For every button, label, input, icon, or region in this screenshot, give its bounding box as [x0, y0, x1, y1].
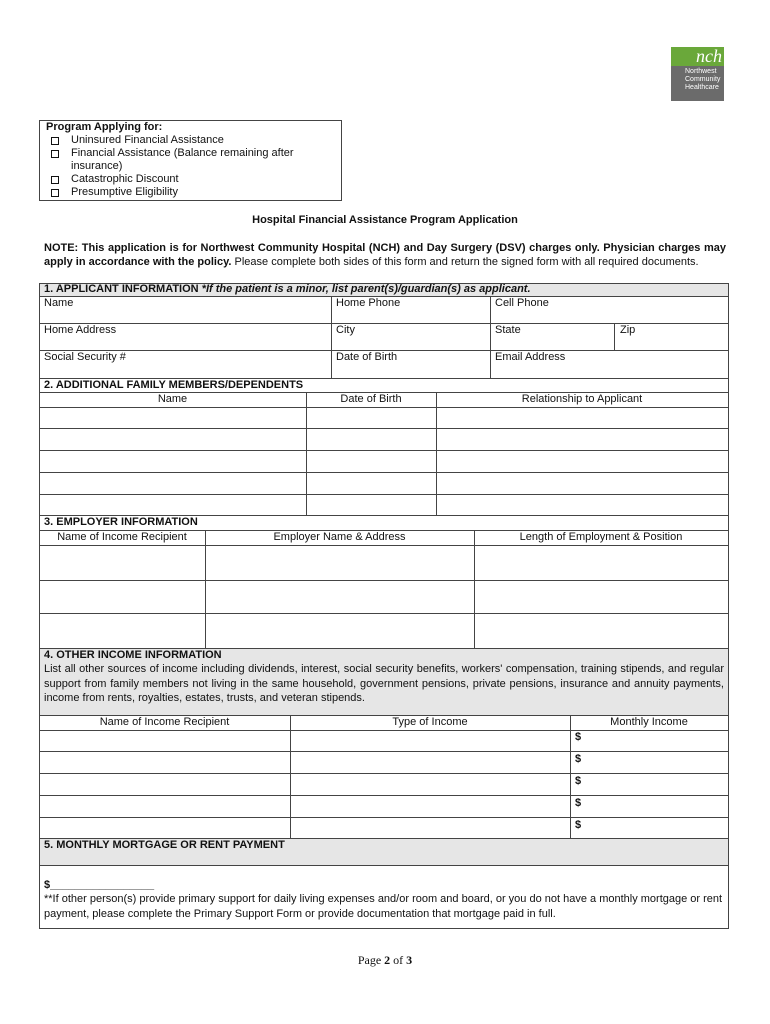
option-financial-assistance[interactable]: Financial Assistance (Balance remaining after: [46, 147, 335, 160]
monthly-income-field[interactable]: $: [575, 819, 582, 831]
mortgage-amount-field[interactable]: $_________________: [44, 879, 155, 891]
col-income-recipient: Name of Income Recipient: [57, 531, 187, 543]
checkbox-icon[interactable]: [51, 137, 59, 145]
program-box: Program Applying for: Uninsured Financial Assistance Financial Assistance (Balance remaining after insurance) Catastrophic Discount Presumptive Eligibility: [39, 120, 342, 201]
section5-note: **If other person(s) provide primary support for daily living expenses and/or room and board, or you do not have a monthly mortgage or rent payment, please complete the Primary Support Form or provide documentation that mortgage paid in full.: [44, 893, 723, 920]
col-name: Name: [157, 393, 188, 405]
form-title: Hospital Financial Assistance Program Application: [252, 214, 518, 226]
field-ssn[interactable]: Social Security #: [44, 351, 126, 363]
monthly-income-field[interactable]: $: [575, 753, 582, 765]
field-city[interactable]: City: [336, 324, 355, 336]
note: NOTE: This application is for Northwest Community Hospital (NCH) and Day Surgery (DSV) charges only. Physician charges may apply in accordance with the policy. Please complete both sides of this form and return the signed form with all required documents.: [44, 242, 726, 268]
col-employer: Employer Name & Address: [273, 531, 406, 543]
field-home-phone[interactable]: Home Phone: [336, 297, 401, 309]
checkbox-icon[interactable]: [51, 176, 59, 184]
section4-description: List all other sources of income including dividends, interest, social security benefits, workers' compensation, training stipends, and regular support from family members not living in the same household, government pensions, private pensions, insurance and annuity payments, income from rents, royalties, estates, trusts, and veteran stipends.: [44, 663, 724, 704]
field-name[interactable]: Name: [44, 297, 74, 309]
monthly-income-field[interactable]: $: [575, 775, 582, 787]
field-email[interactable]: Email Address: [495, 351, 566, 363]
checkbox-icon[interactable]: [51, 150, 59, 158]
col-relationship: Relationship to Applicant: [521, 393, 643, 405]
section3-title: 3. EMPLOYER INFORMATION: [44, 516, 198, 528]
monthly-income-field[interactable]: $: [575, 731, 582, 743]
page-number: Page 2 of 3: [357, 953, 413, 967]
nch-logo: nch Northwest Community Healthcare: [671, 47, 724, 101]
col-dob: Date of Birth: [340, 393, 402, 405]
monthly-income-field[interactable]: $: [575, 797, 582, 809]
option-uninsured[interactable]: Uninsured Financial Assistance: [46, 134, 335, 147]
field-zip[interactable]: Zip: [620, 324, 636, 336]
col-length: Length of Employment & Position: [519, 531, 683, 543]
field-dob[interactable]: Date of Birth: [336, 351, 398, 363]
form-page: nch Northwest Community Healthcare Program Applying for: Uninsured Financial Assistance Financial Assistance (Balance remaining after insurance) Catastrophic Discount Presumptive Eligibility Hospital Financial Assistance Program Application NOTE: This application is for Northwest Community Hospital (NCH) and Day Surgery (DSV) charges only. Physician charges may apply in accordance with the policy. Please complete both sides of this form and return the signed form with all required documents. 1. APPLICANT INFORMATION *If the patient is a minor, list parent(s)/guardian(s) as applicant. Name Home Phone Cell Phone Home Address City State Zip Social Security # Date of Birth Email Address 2. ADDITIONAL FAMILY MEMBERS/DEPENDENTS Name Date of Birth Relationship to Applicant 3. EMPLOYER INFORMATION Name of Income Recipient Employer Name & Address Length of Employment & Position 4. OTHER INCOME INFORMATION List all other sources of income including dividends, interest, social security benefits, workers' compensation, training stipends, and regular support from family members not living in the same household, government pensions, private pensions, insurance and annuity payments, income from rents, royalties, estates, trusts, and veteran stipends. Name of Income Recipient Type of Income Monthly Income $ $ $ $ $ 5. MONTHLY MORTGAGE OR RENT PAYMENT $_________________ **If other person(s) provide primary support for daily living expenses and/or room and board, or you do not have a monthly mortgage or rent payment, please complete the Primary Support Form or provide documentation that mortgage paid in full. Page 2 of 3: [0, 0, 770, 1024]
field-home-address[interactable]: Home Address: [44, 324, 117, 336]
field-state[interactable]: State: [495, 324, 521, 336]
field-cell-phone[interactable]: Cell Phone: [495, 297, 549, 309]
option-catastrophic[interactable]: Catastrophic Discount: [46, 173, 335, 186]
checkbox-icon[interactable]: [51, 189, 59, 197]
option-presumptive[interactable]: Presumptive Eligibility: [46, 186, 335, 199]
section2-title: 2. ADDITIONAL FAMILY MEMBERS/DEPENDENTS: [44, 379, 304, 391]
